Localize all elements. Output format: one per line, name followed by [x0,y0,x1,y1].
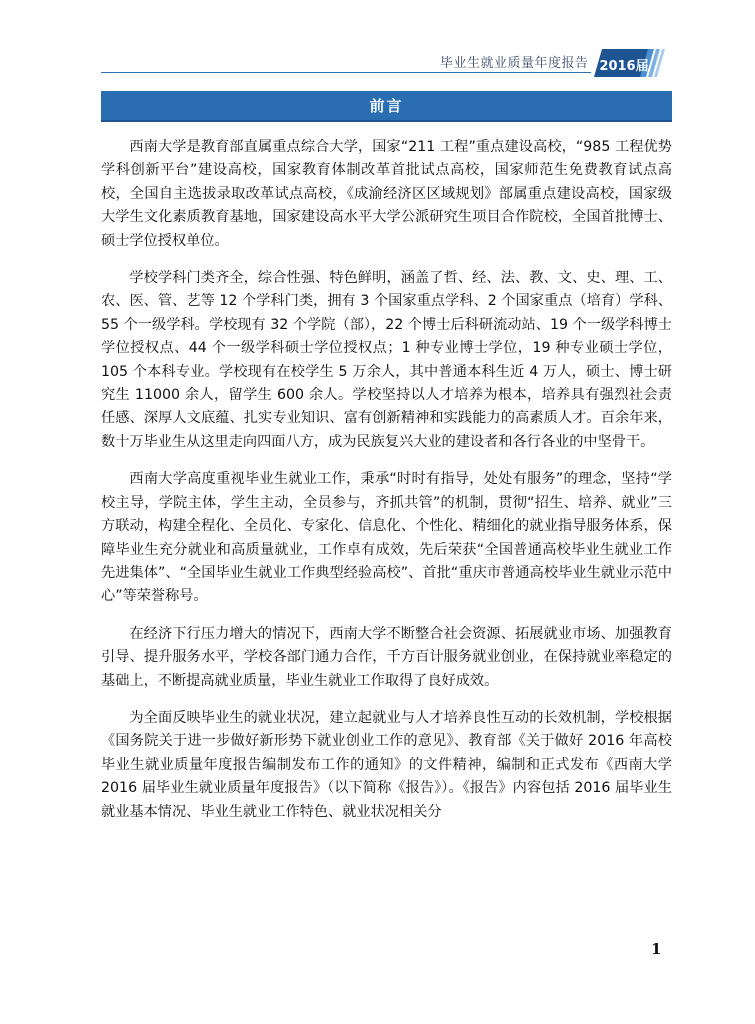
paragraph-intro: 西南大学是教育部直属重点综合大学，国家“211 工程”重点建设高校，“985 工程优势学科创新平台”建设高校，国家教育体制改革首批试点高校，国家师范生免费教育试点高校，全国自主选拔录取改革试点高校，《成渝经济区区域规划》部属重点建设高校，国家级大学生文化素质教育基地，国家建设高水平大学公派研究生项目合作院校，全国首批博士、硕士学位授权单位。 [101,139,672,249]
section-title: 前言 [369,97,404,115]
header-rule [101,72,591,73]
paragraph-economic-context: 在经济下行压力增大的情况下，西南大学不断整合社会资源、拓展就业市场、加强教育引导、提升服务水平，学校各部门通力合作，千方百计服务就业创业，在保持就业率稳定的基础上，不断提高就业质量，毕业生就业工作取得了良好成效。 [101,625,672,689]
page-number: 1 [651,940,662,958]
body-text [101,136,672,838]
report-header-title: 毕业生就业质量年度报告 [440,56,589,71]
year-badge-label: 2016届 [599,59,649,74]
paragraph-report-purpose: 为全面反映毕业生的就业状况，建立起就业与人才培养良性互动的长效机制，学校根据《国务院关于进一步做好新形势下就业创业工作的意见》、教育部《关于做好 2016 年高校毕业生就业质量年度报告编制发布工作的通知》的文件精神，编制和正式发布《西南大学 2016 届毕业生就业质量年度报告》（以下简称《报告》）。《报告》内容包括 2016 届毕业生就业基本情况、毕业生就业工作特色、就业状况相关分 [101,709,672,820]
paragraph-disciplines: 学校学科门类齐全，综合性强、特色鲜明，涵盖了哲、经、法、教、文、史、理、工、农、医、管、艺等 12 个学科门类，拥有 3 个国家重点学科、2 个国家重点（培育）学科、55 个一级学科。学校现有 32 个学院（部），22 个博士后科研流动站、19 个一级学科博士学位授权点、44 个一级学科硕士学位授权点；1 种专业博士学位，19 种专业硕士学位，105 个本科专业。学校现有在校学生 5 万余人，其中普通本科生近 4 万人，硕士、博士研究生 11000 余人，留学生 600 余人。学校坚持以人才培养为根本，培养具有强烈社会责任感、深厚人文底蕴、扎实专业知识、富有创新精神和实践能力的高素质人才。百余年来，数十万毕业生从这里走向四面八方，成为民族复兴大业的建设者和各行各业的中坚骨干。 [101,270,672,450]
section-title-bar [101,91,672,122]
paragraph-employment-work: 西南大学高度重视毕业生就业工作，秉承“时时有指导，处处有服务”的理念，坚持“学校主导，学院主体，学生主动，全员参与，齐抓共管”的机制，贯彻“招生、培养、就业”三方联动，构建全程化、全员化、专家化、信息化、个性化、精细化的就业指导服务体系，保障毕业生充分就业和高质量就业，工作卓有成效，先后荣获“全国普通高校毕业生就业工作先进集体”、“全国毕业生就业工作典型经验高校”、首批“重庆市普通高校毕业生就业示范中心”等荣誉称号。 [101,471,672,605]
